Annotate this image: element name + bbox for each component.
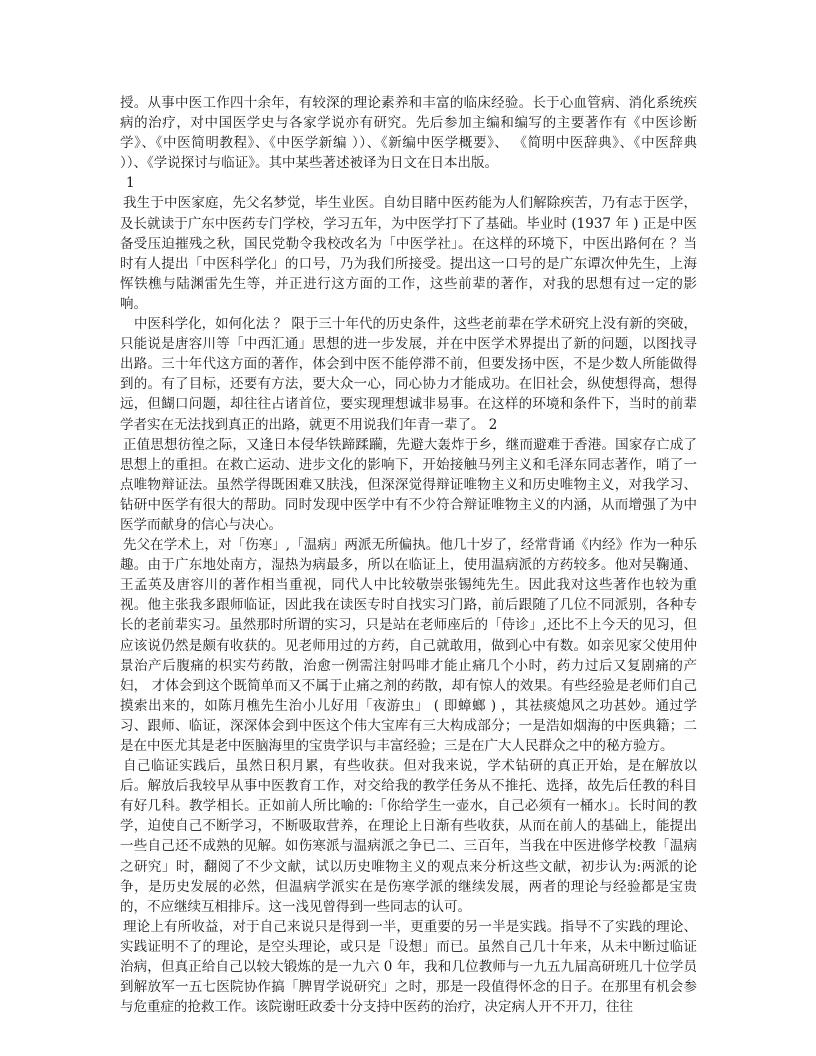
author-bio-paragraph: 授。从事中医工作四十余年，有较深的理论素养和丰富的临床经验。长于心血管病、消化系统疾病的治疗，对中国医学史与各家学说亦有研究。先后参加主编和编写的主要著作有《中医诊断学》、《中医简明教程》、《中医学新编 ））、《新编中医学概要》、 《简明中医辞典》、《中医辞典 ））、《学说探讨与临证》。其中某些著述被译为日文在日本出版。 bbox=[120, 95, 697, 172]
paragraph-father-academics: 先父在学术上，对「伤寒」,「温病」两派无所偏执。他几十岁了，经常背诵《内经》作为一种乐趣。由于广东地处南方，湿热为病最多，所以在临证上，使用温病派的方药较多。他对吴鞠通、王孟英及唐容川的著作相当重视，同代人中比较敬崇张锡纯先生。因此我对这些著作也较为重视。他主张我多跟师临证，因此我在读医专时自找实习门路，前后跟随了几位不同派别，各种专长的老前辈实习。虽然那时所谓的实习，只是站在老师座后的「侍诊」,还比不上今天的见习，但应该说仍然是颇有收获的。见老师用过的方药，自己就敢用，做到心中有数。如亲见家父使用仲景治产后腹痛的枳实芍药散，治愈一例需注射吗啡才能止痛几个小时，药力过后又复剧痛的产妇， 才体会到这个既简单而又不属于止痛之剂的药散，却有惊人的效果。有些经验是老师们自己摸索出来的，如陈月樵先生治小儿好用「夜游虫」 ( 即蟑螂 ) ，其祛痰熄风之功甚妙。通过学习、跟师、临证，深深体会到中医这个伟大宝库有三大构成部分；一是浩如烟海的中医典籍；二是在中医尤其是老中医脑海里的宝贵学识与丰富经验；三是在广大人民群众之中的秘方验方。 bbox=[120, 537, 697, 754]
paragraph-science-question: 中医科学化，如何化法 ？ 限于三十年代的历史条件，这些老前辈在学术研究上没有新的突破，只能说是唐容川等「中西汇通」思想的进一步发展，并在中医学术界提出了新的问题，以图找寻出路。三十年代这方面的著作，体会到中医不能停滞不前，但要发扬中医，不是少数人所能做得到的。有了目标，还要有方法，要大众一心，同心协力才能成功。在旧社会，纵使想得高，想得远，但餬口问题，却往往占诸首位，要实现理想诚非易事。在这样的环境和条件下，当时的前辈学者实在无法找到真正的出路，就更不用说我们年青一辈了。 2 bbox=[120, 316, 697, 433]
paragraph-war-period: 正值思想彷徨之际，又逢日本侵华铁蹄蹂躏，先避大轰炸于乡，继而避难于香港。国家存亡成了思想上的重担。在救亡运动、进步文化的影响下，开始接触马列主义和毛泽东同志著作，哨了一点唯物辩证法。虽然学得既困难又肤浅，但深深觉得辩证唯物主义和历史唯物主义，对我学习、钻研中医学有很大的帮助。同时发现中医学中有不少符合辩证唯物主义的内涵，从而增强了为中医学而献身的信心与决心。 bbox=[120, 436, 697, 533]
paragraph-after-liberation: 自己临证实践后，虽然日积月累，有些收获。但对我来说，学术钻研的真正开始，是在解放以后。解放后我较早从事中医教育工作，对交给我的教学任务从不推托、选择，故先后任教的科目有好几科。教学相长。正如前人所比喻的:「你给学生一壶水，自己必须有一桶水」。长时间的教学，迫使自己不断学习，不断吸取营养，在理论上日渐有些收获，从而在前人的基础上，能提出一些自己还不成熟的见解。如伤寒派与温病派之争已二、三百年，当我在中医进修学校教「温病之研究」时，翻阅了不少文献，试以历史唯物主义的观点来分析这些文献，初步认为:两派的论争，是历史发展的必然，但温病学派实在是伤寒学派的继续发展，两者的理论与经验都是宝贵的，不应继续互相排斥。这一浅见曾得到一些同志的认可。 bbox=[120, 758, 697, 915]
paragraph-family-background: 我生于中医家庭，先父名梦觉，毕生业医。自幼目睹中医药能为人们解除疾苦，乃有志于医学，及长就读于广东中医药专门学校，学习五年，为中医学打下了基础。毕业时 (1937 年 ) 正是中医备受压迫摧残之秋，国民党勒令我校改名为「中医学社」。在这样的环境下，中医出路何在 ？当时有人提出「中医科学化」的口号，乃为我们所接受。提出这一口号的是广东谭次仲先生，上海恽铁樵与陆渊雷先生等，并正进行这方面的工作，这些前辈的著作，对我的思想有过一定的影响。 bbox=[120, 195, 697, 312]
document-page bbox=[120, 93, 697, 1017]
section-marker-1: 1 bbox=[126, 175, 135, 192]
paragraph-theory-practice: 理论上有所收益，对于自己来说只是得到一半，更重要的另一半是实践。指导不了实践的理论、实践证明不了的理论，是空头理论，或只是「设想」而已。虽然自己几十年来，从未中断过临证治病，但真正给自己以较大锻炼的是一九六 0 年，我和几位教师与一九五九届高研班几十位学员到解放军一五七医院协作搞「脾胃学说研究」之时，那是一段值得怀念的日子。在那里有机会参与危重症的抢救工作。该院谢旺政委十分支持中医药的治疗，决定病人开不开刀，往往 bbox=[120, 918, 697, 1016]
